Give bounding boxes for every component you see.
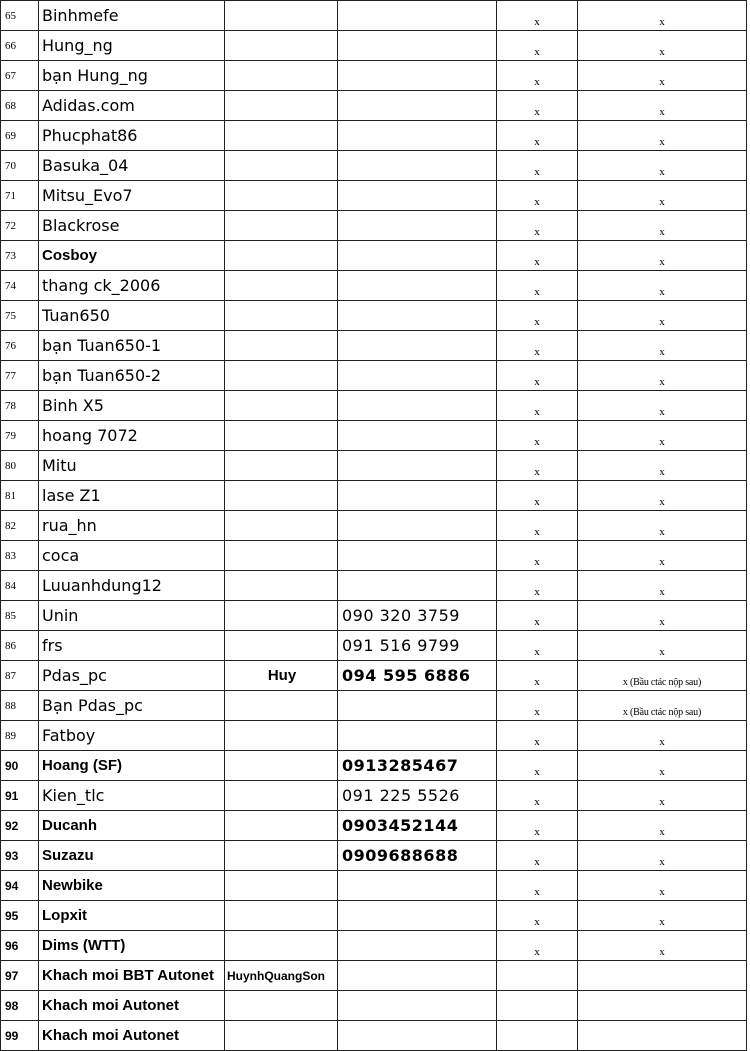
row-number-cell: 96 <box>1 931 39 961</box>
member-name-cell: Newbike <box>39 871 225 901</box>
contact-name-cell <box>225 391 338 421</box>
check-mark-cell-1: x <box>497 391 578 421</box>
row-number-cell: 91 <box>1 781 39 811</box>
member-name-cell: frs <box>39 631 225 661</box>
check-mark-cell-1: x <box>497 571 578 601</box>
row-number-cell: 69 <box>1 121 39 151</box>
member-name-cell: Phucphat86 <box>39 121 225 151</box>
contact-name-cell <box>225 811 338 841</box>
member-name-cell: lase Z1 <box>39 481 225 511</box>
contact-name-cell <box>225 841 338 871</box>
check-mark-cell-2: x (Bầu ctác nộp sau) <box>578 691 747 721</box>
row-number-cell: 75 <box>1 301 39 331</box>
phone-cell <box>338 121 497 151</box>
table-row <box>1 181 747 211</box>
table-row <box>1 481 747 511</box>
row-number-cell: 71 <box>1 181 39 211</box>
check-mark-cell-2: x <box>578 31 747 61</box>
table-row <box>1 451 747 481</box>
contact-name-cell <box>225 541 338 571</box>
row-number-cell: 76 <box>1 331 39 361</box>
contact-name-cell <box>225 271 338 301</box>
check-mark-cell-1: x <box>497 811 578 841</box>
check-mark-cell-2: x <box>578 181 747 211</box>
member-name-cell: bạn Tuan650-2 <box>39 361 225 391</box>
phone-cell <box>338 151 497 181</box>
check-mark-cell-1: x <box>497 721 578 751</box>
check-mark-cell-1: x <box>497 211 578 241</box>
check-mark-cell-2 <box>578 1021 747 1051</box>
phone-cell <box>338 331 497 361</box>
table-row <box>1 391 747 421</box>
row-number-cell: 77 <box>1 361 39 391</box>
check-mark-cell-1: x <box>497 1 578 31</box>
check-mark-cell-1: x <box>497 601 578 631</box>
contact-name-cell <box>225 121 338 151</box>
phone-cell: 091 225 5526 <box>338 781 497 811</box>
row-number-cell: 92 <box>1 811 39 841</box>
check-mark-cell-2: x <box>578 601 747 631</box>
phone-cell: 090 320 3759 <box>338 601 497 631</box>
table-row <box>1 661 747 691</box>
phone-cell <box>338 301 497 331</box>
contact-name-cell <box>225 181 338 211</box>
phone-cell <box>338 1021 497 1051</box>
contact-name-cell <box>225 511 338 541</box>
contact-name-cell <box>225 691 338 721</box>
row-number-cell: 94 <box>1 871 39 901</box>
contact-name-cell <box>225 1021 338 1051</box>
check-mark-cell-2: x <box>578 421 747 451</box>
table-row <box>1 1021 747 1051</box>
phone-cell: 0903452144 <box>338 811 497 841</box>
member-name-cell: Binhmefe <box>39 1 225 31</box>
check-mark-cell-1: x <box>497 871 578 901</box>
check-mark-cell-1 <box>497 991 578 1021</box>
phone-cell <box>338 391 497 421</box>
contact-name-cell: HuynhQuangSon <box>225 961 338 991</box>
member-name-cell: Basuka_04 <box>39 151 225 181</box>
phone-cell <box>338 1 497 31</box>
row-number-cell: 67 <box>1 61 39 91</box>
member-name-cell: Binh X5 <box>39 391 225 421</box>
row-number-cell: 87 <box>1 661 39 691</box>
phone-cell: 091 516 9799 <box>338 631 497 661</box>
contact-name-cell <box>225 481 338 511</box>
phone-cell <box>338 361 497 391</box>
phone-cell <box>338 571 497 601</box>
table-row <box>1 511 747 541</box>
member-name-cell: Mitu <box>39 451 225 481</box>
table-row <box>1 91 747 121</box>
row-number-cell: 83 <box>1 541 39 571</box>
check-mark-cell-2 <box>578 991 747 1021</box>
check-mark-cell-1: x <box>497 241 578 271</box>
check-mark-cell-1 <box>497 1021 578 1051</box>
contact-name-cell <box>225 451 338 481</box>
phone-cell <box>338 691 497 721</box>
member-name-cell: Bạn Pdas_pc <box>39 691 225 721</box>
table-row <box>1 241 747 271</box>
table-row <box>1 721 747 751</box>
row-number-cell: 97 <box>1 961 39 991</box>
check-mark-cell-1: x <box>497 121 578 151</box>
table-row <box>1 271 747 301</box>
table-row <box>1 871 747 901</box>
table-row <box>1 841 747 871</box>
row-number-cell: 73 <box>1 241 39 271</box>
table-row <box>1 121 747 151</box>
phone-cell <box>338 901 497 931</box>
member-name-cell: Lopxit <box>39 901 225 931</box>
member-name-cell: Khach moi Autonet <box>39 1021 225 1051</box>
member-name-cell: Khach moi Autonet <box>39 991 225 1021</box>
row-number-cell: 84 <box>1 571 39 601</box>
row-number-cell: 89 <box>1 721 39 751</box>
row-number-cell: 86 <box>1 631 39 661</box>
phone-cell <box>338 181 497 211</box>
check-mark-cell-1: x <box>497 691 578 721</box>
member-name-cell: Pdas_pc <box>39 661 225 691</box>
contact-name-cell <box>225 301 338 331</box>
phone-cell <box>338 211 497 241</box>
table-row <box>1 631 747 661</box>
contact-name-cell <box>225 331 338 361</box>
contact-name-cell <box>225 1 338 31</box>
check-mark-cell-1: x <box>497 151 578 181</box>
check-mark-cell-1: x <box>497 841 578 871</box>
member-name-cell: Hoang (SF) <box>39 751 225 781</box>
check-mark-cell-2: x <box>578 631 747 661</box>
check-mark-cell-1: x <box>497 901 578 931</box>
row-number-cell: 66 <box>1 31 39 61</box>
member-name-cell: Khach moi BBT Autonet <box>39 961 225 991</box>
check-mark-cell-1: x <box>497 271 578 301</box>
phone-cell <box>338 541 497 571</box>
table-row <box>1 1 747 31</box>
check-mark-cell-1: x <box>497 931 578 961</box>
phone-cell <box>338 241 497 271</box>
phone-cell: 0913285467 <box>338 751 497 781</box>
row-number-cell: 72 <box>1 211 39 241</box>
table-row <box>1 61 747 91</box>
check-mark-cell-1: x <box>497 511 578 541</box>
contact-name-cell <box>225 571 338 601</box>
check-mark-cell-2: x <box>578 871 747 901</box>
row-number-cell: 65 <box>1 1 39 31</box>
check-mark-cell-2: x <box>578 61 747 91</box>
contact-name-cell <box>225 991 338 1021</box>
row-number-cell: 70 <box>1 151 39 181</box>
check-mark-cell-2: x <box>578 751 747 781</box>
check-mark-cell-2: x <box>578 91 747 121</box>
check-mark-cell-1: x <box>497 631 578 661</box>
row-number-cell: 68 <box>1 91 39 121</box>
contact-name-cell <box>225 241 338 271</box>
check-mark-cell-2: x <box>578 811 747 841</box>
row-number-cell: 81 <box>1 481 39 511</box>
check-mark-cell-2: x <box>578 841 747 871</box>
table-row <box>1 931 747 961</box>
phone-cell <box>338 91 497 121</box>
contact-name-cell <box>225 781 338 811</box>
check-mark-cell-1: x <box>497 451 578 481</box>
member-name-cell: Adidas.com <box>39 91 225 121</box>
table-row <box>1 361 747 391</box>
check-mark-cell-1: x <box>497 61 578 91</box>
phone-cell <box>338 451 497 481</box>
row-number-cell: 82 <box>1 511 39 541</box>
check-mark-cell-2: x <box>578 241 747 271</box>
phone-cell: 0909688688 <box>338 841 497 871</box>
check-mark-cell-1: x <box>497 301 578 331</box>
row-number-cell: 80 <box>1 451 39 481</box>
check-mark-cell-1: x <box>497 421 578 451</box>
contact-name-cell <box>225 151 338 181</box>
member-name-cell: Kien_tlc <box>39 781 225 811</box>
member-name-cell: Luuanhdung12 <box>39 571 225 601</box>
table-row <box>1 781 747 811</box>
check-mark-cell-1: x <box>497 541 578 571</box>
member-name-cell: coca <box>39 541 225 571</box>
check-mark-cell-2: x <box>578 1 747 31</box>
check-mark-cell-1: x <box>497 31 578 61</box>
check-mark-cell-2: x <box>578 511 747 541</box>
check-mark-cell-2 <box>578 961 747 991</box>
member-name-cell: Tuan650 <box>39 301 225 331</box>
check-mark-cell-2: x <box>578 391 747 421</box>
member-name-cell: Dims (WTT) <box>39 931 225 961</box>
check-mark-cell-2: x <box>578 151 747 181</box>
check-mark-cell-1: x <box>497 481 578 511</box>
phone-cell <box>338 31 497 61</box>
table-row <box>1 751 747 781</box>
member-name-cell: Blackrose <box>39 211 225 241</box>
check-mark-cell-1: x <box>497 91 578 121</box>
contact-name-cell <box>225 751 338 781</box>
phone-cell <box>338 871 497 901</box>
row-number-cell: 93 <box>1 841 39 871</box>
row-number-cell: 98 <box>1 991 39 1021</box>
row-number-cell: 85 <box>1 601 39 631</box>
check-mark-cell-1 <box>497 961 578 991</box>
table-row <box>1 961 747 991</box>
contact-name-cell <box>225 871 338 901</box>
member-name-cell: Ducanh <box>39 811 225 841</box>
contact-name-cell <box>225 601 338 631</box>
contact-name-cell: Huy <box>225 661 338 691</box>
contact-name-cell <box>225 361 338 391</box>
phone-cell <box>338 511 497 541</box>
table-row <box>1 811 747 841</box>
phone-cell <box>338 271 497 301</box>
contact-name-cell <box>225 211 338 241</box>
row-number-cell: 78 <box>1 391 39 421</box>
contact-name-cell <box>225 91 338 121</box>
phone-cell <box>338 61 497 91</box>
member-name-cell: rua_hn <box>39 511 225 541</box>
table-row <box>1 691 747 721</box>
check-mark-cell-2: x <box>578 541 747 571</box>
check-mark-cell-2: x <box>578 121 747 151</box>
contact-name-cell <box>225 721 338 751</box>
check-mark-cell-2: x <box>578 901 747 931</box>
phone-cell <box>338 961 497 991</box>
check-mark-cell-1: x <box>497 331 578 361</box>
check-mark-cell-1: x <box>497 361 578 391</box>
contact-name-cell <box>225 61 338 91</box>
check-mark-cell-1: x <box>497 781 578 811</box>
member-name-cell: bạn Hung_ng <box>39 61 225 91</box>
table-row <box>1 151 747 181</box>
member-name-cell: thang ck_2006 <box>39 271 225 301</box>
table-row <box>1 571 747 601</box>
table-row <box>1 211 747 241</box>
check-mark-cell-1: x <box>497 661 578 691</box>
phone-cell: 094 595 6886 <box>338 661 497 691</box>
row-number-cell: 74 <box>1 271 39 301</box>
row-number-cell: 90 <box>1 751 39 781</box>
check-mark-cell-2: x <box>578 211 747 241</box>
phone-cell <box>338 931 497 961</box>
check-mark-cell-2: x <box>578 271 747 301</box>
check-mark-cell-1: x <box>497 751 578 781</box>
table-row <box>1 331 747 361</box>
table-row <box>1 601 747 631</box>
member-name-cell: Cosboy <box>39 241 225 271</box>
member-name-cell: bạn Tuan650-1 <box>39 331 225 361</box>
phone-cell <box>338 721 497 751</box>
contact-name-cell <box>225 31 338 61</box>
table-row <box>1 421 747 451</box>
phone-cell <box>338 481 497 511</box>
check-mark-cell-2: x <box>578 361 747 391</box>
check-mark-cell-2: x <box>578 781 747 811</box>
row-number-cell: 95 <box>1 901 39 931</box>
row-number-cell: 88 <box>1 691 39 721</box>
member-name-cell: Hung_ng <box>39 31 225 61</box>
phone-cell <box>338 991 497 1021</box>
row-number-cell: 99 <box>1 1021 39 1051</box>
check-mark-cell-2: x <box>578 301 747 331</box>
member-name-cell: Mitsu_Evo7 <box>39 181 225 211</box>
phone-cell <box>338 421 497 451</box>
check-mark-cell-2: x <box>578 451 747 481</box>
contact-name-cell <box>225 931 338 961</box>
table-row <box>1 991 747 1021</box>
table-row <box>1 541 747 571</box>
check-mark-cell-2: x <box>578 931 747 961</box>
table-row <box>1 31 747 61</box>
member-name-cell: Fatboy <box>39 721 225 751</box>
table-row <box>1 301 747 331</box>
row-number-cell: 79 <box>1 421 39 451</box>
check-mark-cell-2: x <box>578 721 747 751</box>
check-mark-cell-2: x <box>578 571 747 601</box>
contact-name-cell <box>225 901 338 931</box>
member-name-cell: Suzazu <box>39 841 225 871</box>
check-mark-cell-2: x (Bầu ctác nộp sau) <box>578 661 747 691</box>
member-name-cell: hoang 7072 <box>39 421 225 451</box>
check-mark-cell-1: x <box>497 181 578 211</box>
contact-name-cell <box>225 421 338 451</box>
check-mark-cell-2: x <box>578 481 747 511</box>
check-mark-cell-2: x <box>578 331 747 361</box>
member-name-cell: Unin <box>39 601 225 631</box>
table-row <box>1 901 747 931</box>
contact-name-cell <box>225 631 338 661</box>
